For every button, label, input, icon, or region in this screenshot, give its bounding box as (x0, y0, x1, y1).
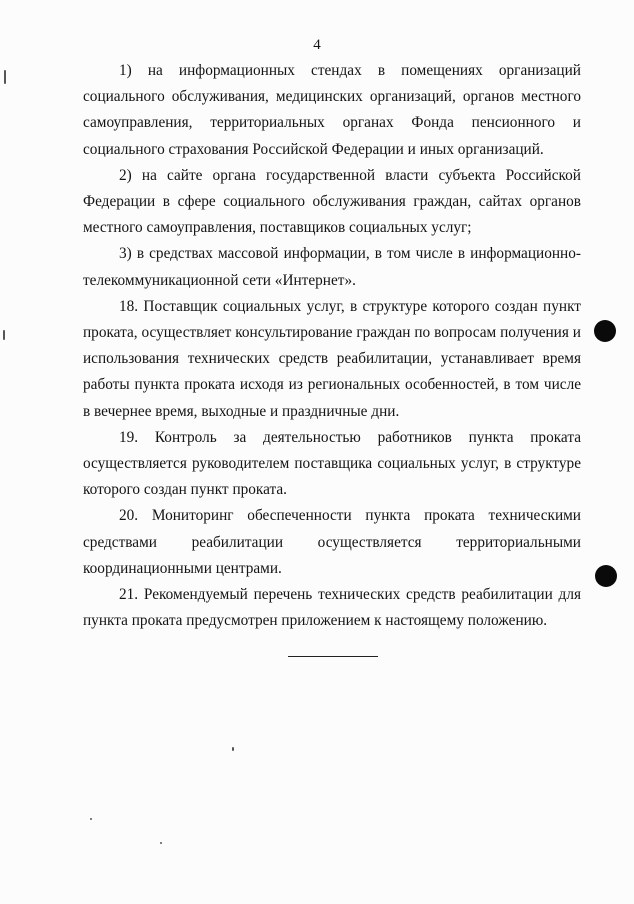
scan-speck (160, 842, 162, 844)
paragraph-2: 2) на сайте органа государственной власти субъекта Российской Федерации в сфере социального обслуживания граждан, сайтах органов местного самоуправления, поставщиков социальных услуг; (83, 166, 581, 237)
paragraph-21: 21. Рекомендуемый перечень технических средств реабилитации для пункта проката предусмотрен приложением к настоящему положению. (83, 586, 581, 630)
scan-speck (90, 818, 92, 820)
document-body (83, 58, 581, 634)
scan-speck (4, 70, 6, 84)
paragraph-20: 20. Мониторинг обеспеченности пункта проката техническими средствами реабилитации осуществляется территориальными координационными центрами. (83, 507, 581, 577)
paragraph-19: 19. Контроль за деятельностью работников пункта проката осуществляется руководителем поставщика социальных услуг, в структуре которого создан пункт проката. (83, 428, 581, 499)
punch-hole-mark (595, 565, 617, 587)
page-number: 4 (313, 37, 321, 53)
paragraph-3: 3) в средствах массовой информации, в том числе в информационно-телекоммуникационной сети «Интернет». (83, 245, 581, 289)
paragraph-18: 18. Поставщик социальных услуг, в структуре которого создан пункт проката, осуществляет консультирование граждан по вопросам получения и использования технических средств реабилитации, устанавливает время работы пункта проката исходя из региональных особенностей, в том числе в вечернее время, выходные и праздничные дни. (83, 297, 581, 420)
paragraph-1: 1) на информационных стендах в помещениях организаций социального обслуживания, медицинских организаций, органов местного самоуправления, территориальных органах Фонда пенсионного и социального страхования Российской Федерации и иных организаций. (83, 62, 581, 158)
end-divider-line (288, 656, 378, 657)
scan-speck (3, 330, 5, 340)
scan-speck (232, 747, 234, 751)
punch-hole-mark (594, 320, 616, 342)
